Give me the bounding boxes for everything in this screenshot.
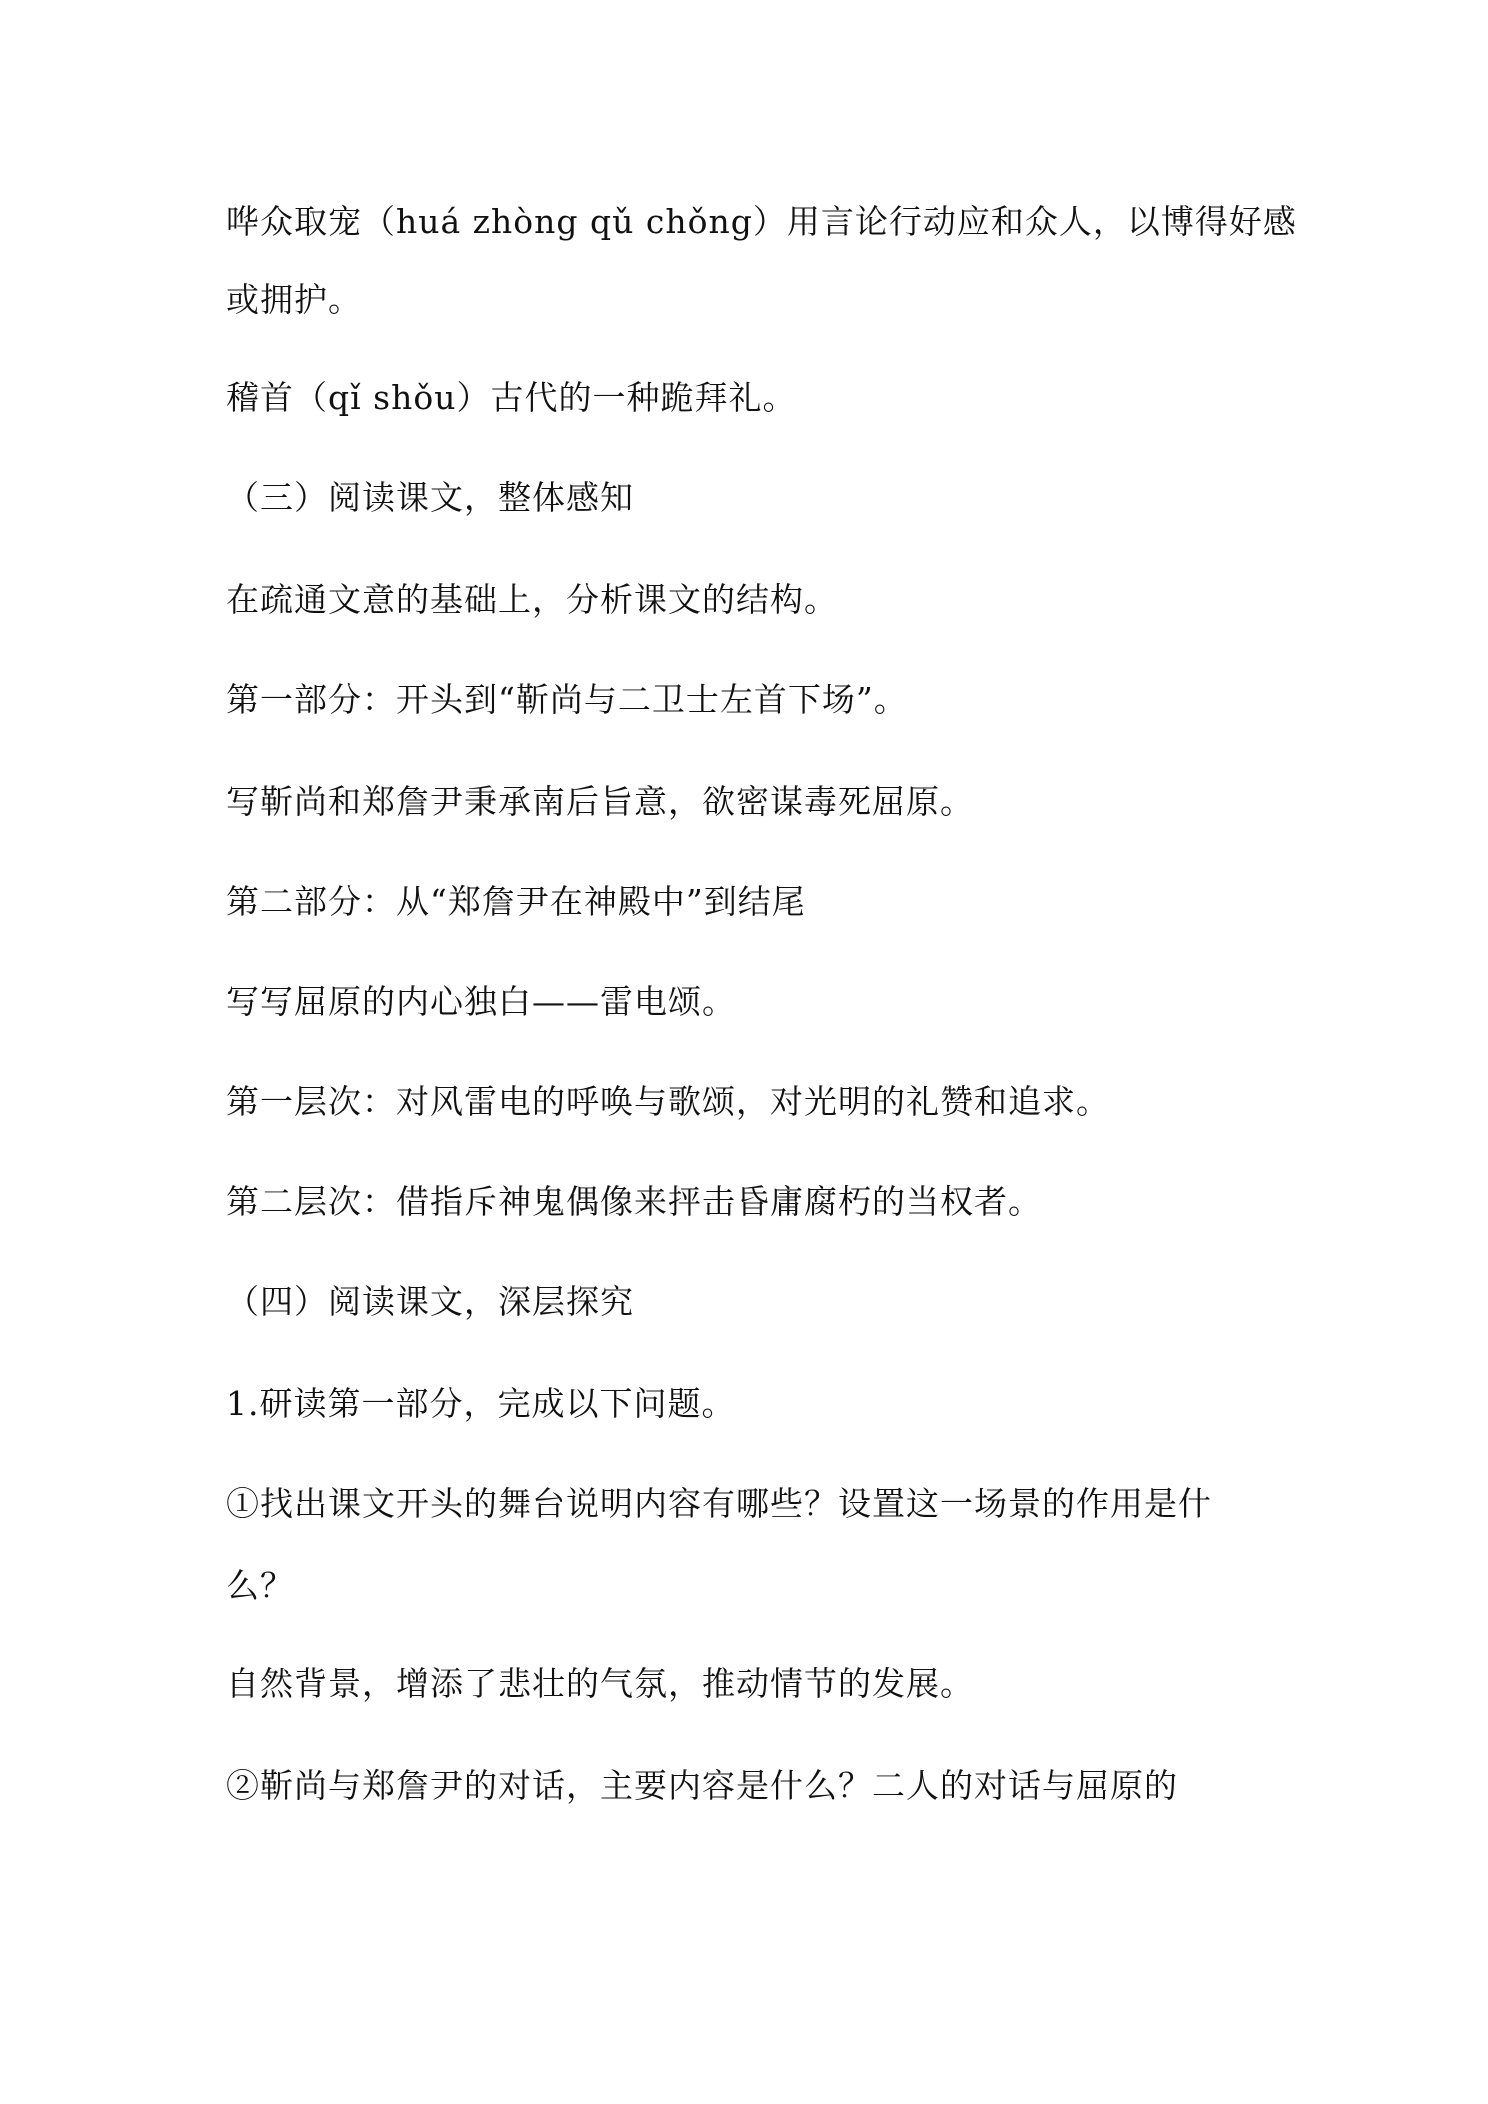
text-line: 或拥护。: [226, 280, 362, 319]
text-line: 第一部分：开头到“靳尚与二卫士左首下场”。: [226, 680, 908, 719]
section-heading: （三）阅读课文，整体感知: [226, 478, 634, 517]
text-line: 第二部分：从“郑詹尹在神殿中”到结尾: [226, 882, 806, 921]
text-line: 1.研读第一部分，完成以下问题。: [226, 1384, 736, 1423]
answer-line: 自然背景，增添了悲壮的气氛，推动情节的发展。: [226, 1664, 974, 1703]
section-heading: （四）阅读课文，深层探究: [226, 1282, 634, 1321]
text-line: 写靳尚和郑詹尹秉承南后旨意，欲密谋毒死屈原。: [226, 782, 974, 821]
question-line: ①找出课文开头的舞台说明内容有哪些？设置这一场景的作用是什: [226, 1484, 1212, 1523]
question-line: 么？: [226, 1566, 294, 1605]
text-line: 第一层次：对风雷电的呼唤与歌颂，对光明的礼赞和追求。: [226, 1082, 1110, 1121]
text-line: 第二层次：借指斥神鬼偶像来抨击昏庸腐朽的当权者。: [226, 1182, 1042, 1221]
text-line: 哗众取宠（huá zhòng qǔ chǒng）用言论行动应和众人，以博得好感: [226, 202, 1297, 241]
text-line: 在疏通文意的基础上，分析课文的结构。: [226, 580, 838, 619]
question-line: ②靳尚与郑詹尹的对话，主要内容是什么？二人的对话与屈原的: [226, 1766, 1178, 1805]
text-line: 稽首（qǐ shǒu）古代的一种跪拜礼。: [226, 378, 797, 417]
text-line: 写写屈原的内心独白——雷电颂。: [226, 982, 736, 1021]
